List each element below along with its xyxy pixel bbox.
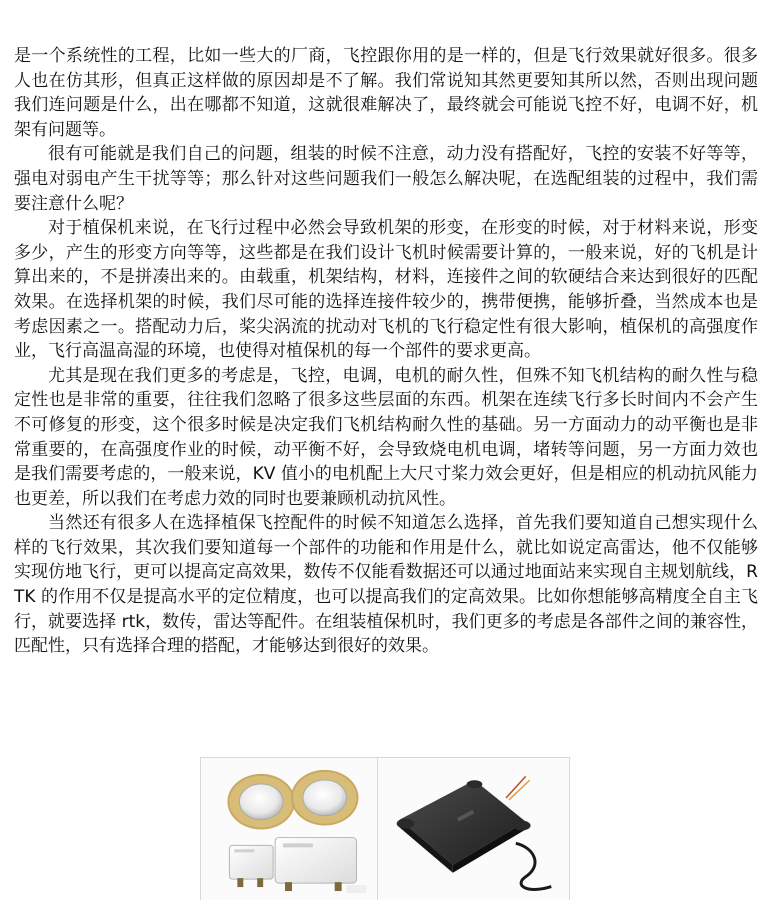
rtk-antennas-and-modules-photo [201, 758, 378, 900]
paragraph-5: 当然还有很多人在选择植保飞控配件的时候不知道怎么选择，首先我们要知道自己想实现什么样的飞行效果，其次我们要知道每一个部件的功能和作用是什么，就比如说定高雷达，他不仅能够实现仿地飞行，更可以提高定高效果，数传不仅能看数据还可以通过地面站来实现自主规划航线，RTK 的作用不仅是提高水平的定位精度，也可以提高我们的定高效果。比如你想能够高精度全自主飞行，就要选择 rtk，数传，雷达等配件。在组装植保机时，我们更多的考虑是各部件之间的兼容性，匹配性，只有选择合理的搭配，才能够达到很好的效果。 [14, 513, 758, 657]
product-photo-row [200, 757, 570, 900]
article-body [14, 44, 758, 659]
black-module-with-cable-photo [378, 758, 569, 900]
paragraph-3: 对于植保机来说，在飞行过程中必然会导致机架的形变，在形变的时候，对于材料来说，形变多少，产生的形变方向等等，这些都是在我们设计飞机时候需要计算的，一般来说，好的飞机是计算出来的，不是拼凑出来的。由载重，机架结构，材料，连接件之间的软硬结合来达到很好的匹配效果。在选择机架的时候，我们尽可能的选择连接件较少的，携带便携，能够折叠，当然成本也是考虑因素之一。搭配动力后，桨尖涡流的扰动对飞机的飞行稳定性有很大影响，植保机的高强度作业，飞行高温高湿的环境，也使得对植保机的每一个部件的要求更高。 [14, 218, 758, 362]
paragraph-4: 尤其是现在我们更多的考虑是，飞控，电调，电机的耐久性，但殊不知飞机结构的耐久性与稳定性也是非常的重要，往往我们忽略了很多这些层面的东西。机架在连续飞行多长时间内不会产生不可修复的形变，这个很多时候是决定我们飞机结构耐久性的基础。另一方面动力的动平衡也是非常重要的，在高强度作业的时候，动平衡不好，会导致烧电机电调，堵转等问题，另一方面力效也是我们需要考虑的，一般来说，KV 值小的电机配上大尺寸桨力效会更好，但是相应的机动抗风能力也更差，所以我们在考虑力效的同时也要兼顾机动抗风性。 [14, 365, 758, 509]
paragraph-1: 是一个系统性的工程，比如一些大的厂商，飞控跟你用的是一样的，但是飞行效果就好很多。很多人也在仿其形，但真正这样做的原因却是不了解。我们常说知其然更要知其所以然，否则出现问题我们连问题是什么，出在哪都不知道，这就很难解决了，最终就会可能说飞控不好，电调不好，机架有问题等。 [14, 46, 758, 140]
paragraph-2: 很有可能就是我们自己的问题，组装的时候不注意，动力没有搭配好，飞控的安装不好等等，强电对弱电产生干扰等等；那么针对这些问题我们一般怎么解决呢，在选配组装的过程中，我们需要注意什么呢？ [14, 144, 758, 214]
